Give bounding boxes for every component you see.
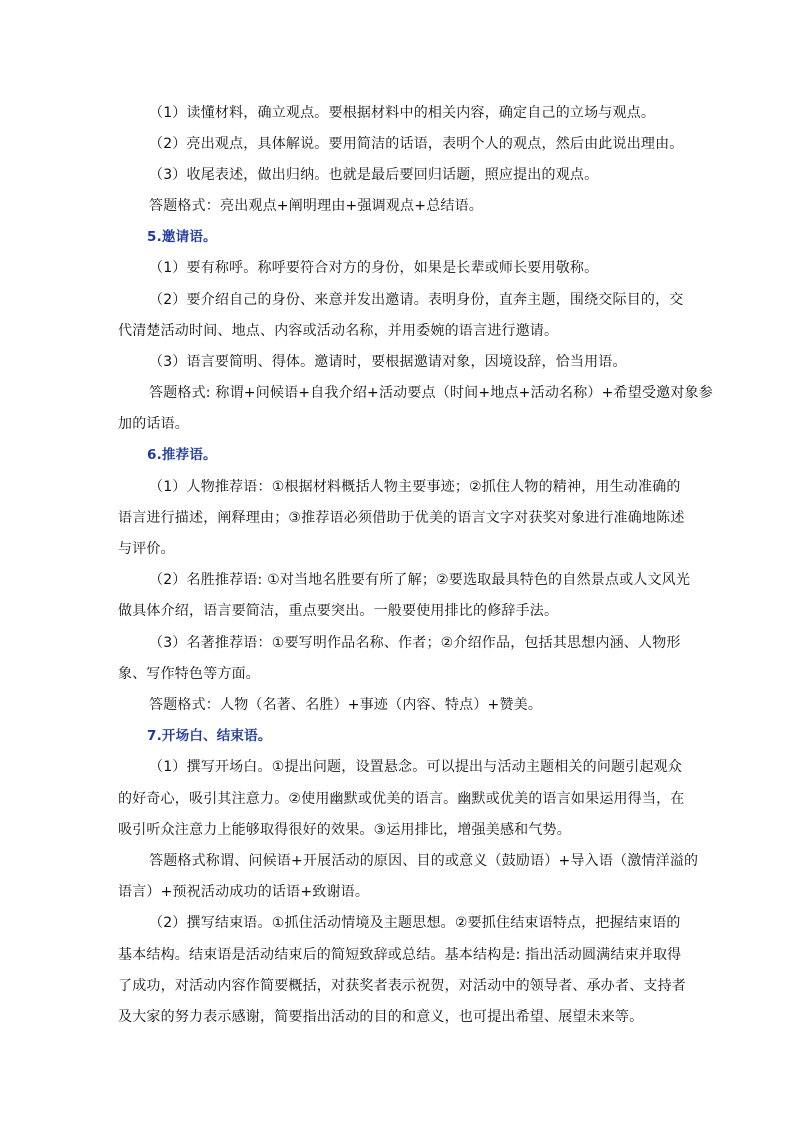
section-heading-invitation: 5.邀请语。 — [147, 229, 217, 245]
section-heading-recommendation: 6.推荐语。 — [147, 447, 217, 463]
answer-format-line: 答题格式：亮出观点+阐明理由+强调观点+总结语。 — [149, 198, 483, 214]
section-heading-opening-closing: 7.开场白、结束语。 — [147, 728, 272, 744]
answer-format-line: 答题格式: 称谓+问候语+自我介绍+活动要点（时间+地点+活动名称）+希望受邀对象参 — [149, 385, 713, 401]
paragraph-line: （3）收尾表述，做出归纳。也就是最后要回归话题，照应提出的观点。 — [149, 167, 599, 183]
paragraph-line: （1）读懂材料，确立观点。要根据材料中的相关内容，确定自己的立场与观点。 — [149, 105, 656, 121]
paragraph-line: 吸引听众注意力上能够取得很好的效果。③运用排比，增强美感和气势。 — [118, 822, 571, 838]
answer-format-line: 答题格式：人物（名著、名胜）+事迹（内容、特点）+赞美。 — [149, 697, 543, 713]
paragraph-line: （2）撰写结束语。①抓住活动情境及主题思想。②要抓住结束语特点，把握结束语的 — [149, 915, 681, 931]
paragraph-line: （2）名胜推荐语: ①对当地名胜要有所了解；②要选取最具特色的自然景点或人文风光 — [149, 572, 691, 588]
paragraph-line: （2）亮出观点，具体解说。要用简洁的话语，表明个人的观点，然后由此说出理由。 — [149, 136, 684, 152]
paragraph-line: （1）撰写开场白。①提出问题，设置悬念。可以提出与活动主题相关的问题引起观众 — [149, 759, 683, 775]
paragraph-line: （1）人物推荐语：①根据材料概括人物主要事迹；②抓住人物的精神，用生动准确的 — [149, 479, 681, 495]
paragraph-line: 代清楚活动时间、地点、内容或活动名称，并用委婉的语言进行邀请。 — [118, 323, 559, 339]
paragraph-line: 基本结构。结束语是活动结束后的简短致辞或总结。基本结构是: 指出活动圆满结束并取得 — [118, 947, 682, 963]
paragraph-line: 的好奇心，吸引其注意力。②使用幽默或优美的语言。幽默或优美的语言如果运用得当，在 — [118, 791, 685, 807]
paragraph-line: （3）语言要简明、得体。邀请时，要根据邀请对象，因境设辞，恰当用语。 — [149, 354, 627, 370]
paragraph-line: 做具体介绍，语言要简洁，重点要突出。一般要使用排比的修辞手法。 — [118, 603, 559, 619]
paragraph-line: 语言进行描述，阐释理由；③推荐语必须借助于优美的语言文字对获奖对象进行准确地陈述 — [118, 510, 685, 526]
paragraph-line: （3）名著推荐语：①要写明作品名称、作者；②介绍作品，包括其思想内涵、人物形 — [149, 635, 681, 651]
paragraph-line: 了成功，对活动内容作简要概括，对获奖者表示祝贺，对活动中的领导者、承办者、支持者 — [118, 978, 686, 994]
paragraph-line: 加的话语。 — [118, 416, 189, 432]
paragraph-line: （2）要介绍自己的身份、来意并发出邀请。表明身份，直奔主题，围绕交际目的，交 — [149, 292, 684, 308]
paragraph-line: 与评价。 — [118, 541, 175, 557]
paragraph-line: 及大家的努力表示感谢，简要指出活动的目的和意义，也可提出希望、展望未来等。 — [118, 1009, 644, 1025]
paragraph-line: （1）要有称呼。称呼要符合对方的身份，如果是长辈或师长要用敬称。 — [149, 260, 599, 276]
answer-format-line: 答题格式称谓、问候语+开展活动的原因、目的或意义（鼓励语）+导入语（激情洋溢的 — [149, 853, 699, 869]
paragraph-line: 语言）+预祝活动成功的话语+致谢语。 — [118, 884, 370, 900]
paragraph-line: 象、写作特色等方面。 — [118, 666, 260, 682]
